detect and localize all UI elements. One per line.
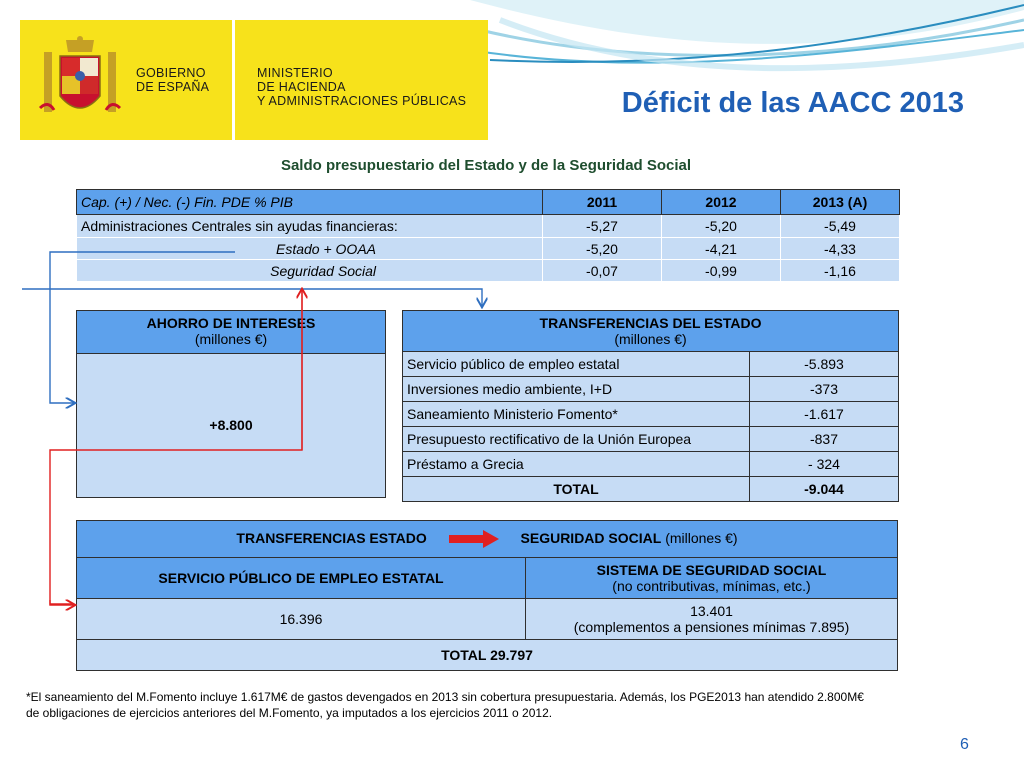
ahorro-unit: (millones €) (194, 331, 268, 347)
table-row (77, 238, 900, 260)
table-header-row (403, 311, 899, 352)
table-cell: Servicio público de empleo estatal (403, 352, 750, 377)
table-total-row (77, 640, 898, 671)
table-cell: -0,07 (543, 260, 662, 282)
table-row (403, 402, 899, 427)
transferencias-table (402, 310, 899, 502)
table-cell: Estado + OOAA (77, 238, 543, 260)
table-header-cell (77, 521, 898, 558)
table-cell: Saneamiento Ministerio Fomento* (403, 402, 750, 427)
table-cell: - 324 (750, 452, 899, 477)
ahorro-title: AHORRO DE INTERESES (146, 315, 316, 331)
ahorro-intereses-box (76, 310, 386, 498)
table-cell: -5,20 (662, 215, 781, 238)
table-cell: Seguridad Social (77, 260, 543, 282)
table-header-cell (403, 311, 899, 352)
table-cell: Presupuesto rectificativo de la Unión Europea (403, 427, 750, 452)
section-subtitle: Saldo presupuestario del Estado y de la Seguridad Social (280, 157, 692, 174)
footnote (26, 689, 986, 721)
table-cell: -4,33 (781, 238, 900, 260)
table-header-row (77, 190, 900, 215)
table-cell: Inversiones medio ambiente, I+D (403, 377, 750, 402)
logo-ministerio-line1: MINISTERIO (257, 66, 333, 80)
table-cell (526, 599, 898, 640)
logo-gobierno-line1: GOBIERNO (136, 66, 206, 80)
table-header-row (77, 521, 898, 558)
government-logo (20, 20, 488, 140)
table-header-cell: 2013 (A) (781, 190, 900, 215)
table-row (77, 260, 900, 282)
footnote-line1: *El saneamiento del M.Fomento incluye 1.617M€ de gastos devengados en 2013 sin cobertura presupuestaria. Además, los PGE2013 han atendido 2.800M€ (26, 690, 864, 704)
transferencias-title: TRANSFERENCIAS DEL ESTADO (539, 315, 762, 331)
table-cell: -837 (750, 427, 899, 452)
table-row (403, 377, 899, 402)
transferencias-unit: (millones €) (614, 331, 687, 347)
table-header-cell: SERVICIO PÚBLICO DE EMPLEO ESTATAL (77, 558, 526, 599)
table-header-cell (526, 558, 898, 599)
table-cell: TOTAL 29.797 (77, 640, 898, 671)
table-header-cell: Cap. (+) / Nec. (-) Fin. PDE % PIB (77, 190, 543, 215)
table-cell: Administraciones Centrales sin ayudas financieras: (77, 215, 543, 238)
table-row (77, 215, 900, 238)
table-cell: -1,16 (781, 260, 900, 282)
table-cell: -5,27 (543, 215, 662, 238)
ss-col2-value: 13.401 (690, 603, 733, 619)
saldo-table (76, 189, 900, 282)
table-cell: -373 (750, 377, 899, 402)
logo-ministerio-line3: Y ADMINISTRACIONES PÚBLICAS (257, 94, 467, 108)
table-header-cell: 2012 (662, 190, 781, 215)
table-total-row (403, 477, 899, 502)
coat-of-arms-icon (38, 34, 122, 130)
ss-header-unit: (millones €) (661, 529, 738, 546)
total-value: -9.044 (750, 477, 899, 502)
logo-divider (232, 20, 235, 140)
ahorro-value: +8.800 (209, 417, 253, 433)
page-number: 6 (960, 736, 969, 753)
table-cell: 16.396 (77, 599, 526, 640)
ss-header-left: TRANSFERENCIAS ESTADO (236, 529, 427, 546)
table-cell: Préstamo a Grecia (403, 452, 750, 477)
footnote-line2: de obligaciones de ejercicios anteriores del M.Fomento, ya imputados a los ejercicios 2011 o 2012. (26, 706, 553, 720)
table-row (403, 452, 899, 477)
table-cell: -4,21 (662, 238, 781, 260)
ahorro-header (77, 311, 385, 354)
page-title: Déficit de las AACC 2013 (621, 87, 964, 119)
table-row (403, 427, 899, 452)
ss-header-right: SEGURIDAD SOCIAL (520, 529, 662, 546)
table-cell: -5,20 (543, 238, 662, 260)
table-cell: -1.617 (750, 402, 899, 427)
logo-ministerio-line2: DE HACIENDA (257, 80, 346, 94)
table-row (403, 352, 899, 377)
ss-col2-sub: (no contributivas, mínimas, etc.) (612, 578, 811, 594)
seguridad-social-table (76, 520, 898, 671)
table-row (77, 599, 898, 640)
total-label: TOTAL (403, 477, 750, 502)
table-cell: -5,49 (781, 215, 900, 238)
ss-col2-note: (complementos a pensiones mínimas 7.895) (573, 619, 850, 635)
ss-col2-title: SISTEMA DE SEGURIDAD SOCIAL (596, 562, 827, 578)
table-header-cell: 2011 (543, 190, 662, 215)
table-header-row (77, 558, 898, 599)
table-cell: -5.893 (750, 352, 899, 377)
logo-gobierno-line2: DE ESPAÑA (136, 80, 210, 94)
right-arrow-icon (449, 530, 499, 548)
table-cell: -0,99 (662, 260, 781, 282)
